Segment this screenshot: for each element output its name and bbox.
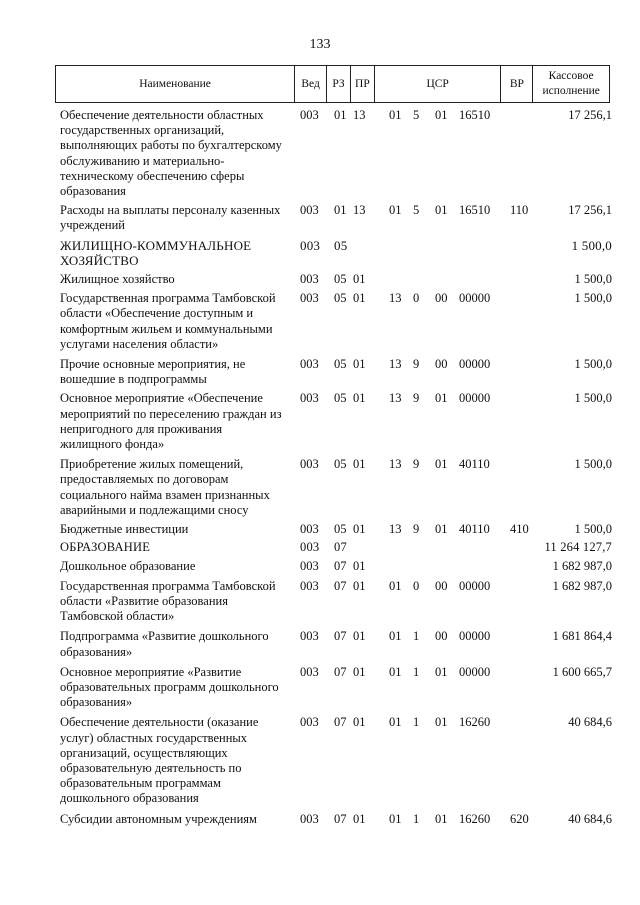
row-pr: 01 — [353, 272, 366, 287]
row-csr-event: 01 — [435, 108, 448, 122]
row-pr: 13 — [353, 108, 366, 122]
row-csr-event: 01 — [435, 457, 448, 472]
row-amount: 1 500,0 — [571, 237, 612, 253]
row-csr-direction: 16510 — [459, 203, 491, 218]
row-rz: 07 — [334, 811, 347, 826]
row-ved: 003 — [300, 108, 319, 122]
table-row — [0, 715, 640, 806]
row-csr-program: 01 — [389, 664, 402, 679]
row-rz: 05 — [334, 272, 347, 287]
row-csr-program: 13 — [389, 457, 402, 472]
table-row — [0, 108, 640, 199]
row-rz: 07 — [334, 664, 347, 679]
row-name: Субсидии автономным учреждениям — [60, 811, 257, 826]
row-csr-program: 13 — [389, 391, 402, 406]
row-pr: 01 — [353, 578, 366, 593]
header-kas-line2: исполнение — [542, 85, 600, 97]
table-row — [0, 812, 640, 827]
row-vr: 620 — [510, 811, 529, 826]
row-name: Расходы на выплаты персоналу казенных учреждений — [60, 203, 281, 233]
row-csr-event: 00 — [435, 629, 448, 644]
table-body — [0, 108, 640, 831]
row-csr-direction: 16510 — [459, 108, 491, 122]
row-csr-direction: 00000 — [459, 357, 491, 372]
row-amount: 17 256,1 — [568, 108, 612, 122]
header-rz: РЗ — [327, 66, 351, 102]
row-ved: 003 — [300, 237, 321, 253]
row-csr-subprogram: 9 — [413, 391, 420, 406]
row-amount: 1 682 987,0 — [552, 578, 612, 593]
row-amount: 40 684,6 — [568, 811, 612, 826]
row-ved: 003 — [300, 540, 320, 555]
row-name: Бюджетные инвестиции — [60, 522, 189, 537]
table-row — [0, 457, 640, 518]
row-amount: 11 264 127,7 — [544, 540, 612, 555]
table-row — [0, 559, 640, 574]
row-csr-event: 01 — [435, 391, 448, 406]
table-row — [0, 203, 640, 233]
row-ved: 003 — [300, 457, 319, 472]
header-kassovoe — [533, 66, 609, 102]
row-amount: 1 600 665,7 — [552, 664, 612, 679]
row-name: Основное мероприятие «Развитие образовательных программ дошкольного образования» — [60, 664, 279, 710]
header-name: Наименование — [56, 66, 295, 102]
row-csr-event: 00 — [435, 291, 448, 306]
row-name: Основное мероприятие «Обеспечение мероприятий по переселению граждан из непригодного для проживания жилищного фонда» — [60, 391, 282, 452]
table-row — [0, 238, 640, 268]
row-csr-program: 01 — [389, 629, 402, 644]
table-row — [0, 579, 640, 625]
row-rz: 07 — [334, 578, 347, 593]
table-row — [0, 291, 640, 352]
row-rz: 07 — [334, 559, 347, 574]
row-ved: 003 — [300, 391, 319, 406]
table-row — [0, 629, 640, 659]
row-amount: 1 500,0 — [574, 272, 612, 287]
row-pr: 01 — [353, 664, 366, 679]
row-csr-program: 01 — [389, 203, 402, 218]
row-name: Подпрограмма «Развитие дошкольного образования» — [60, 629, 269, 659]
row-csr-event: 01 — [435, 203, 448, 218]
row-name: Дошкольное образование — [60, 559, 196, 574]
row-rz: 05 — [334, 291, 347, 306]
row-ved: 003 — [300, 629, 319, 644]
page-number: 133 — [309, 37, 331, 52]
row-name: Обеспечение деятельности областных государственных организаций, выполняющих работы по бухгалтерскому обслуживанию и материально-техническому обеспечению сферы образования — [60, 108, 282, 199]
header-ved: Вед — [295, 66, 327, 102]
row-rz: 01 — [334, 203, 347, 218]
row-name: Государственная программа Тамбовской области «Обеспечение доступным и комфортным жильем и коммунальными услугами населения области» — [60, 291, 276, 351]
table-row — [0, 522, 640, 537]
row-rz: 05 — [334, 357, 347, 372]
row-name: ОБРАЗОВАНИЕ — [60, 540, 151, 555]
row-rz: 05 — [334, 237, 348, 253]
row-rz: 07 — [334, 715, 347, 730]
row-amount: 1 500,0 — [574, 291, 612, 306]
row-csr-direction: 40110 — [459, 522, 490, 537]
row-amount: 17 256,1 — [568, 203, 612, 218]
header-kas-line1: Кассовое — [548, 70, 594, 82]
row-pr: 01 — [353, 629, 366, 644]
row-csr-program: 01 — [389, 811, 402, 826]
row-pr: 01 — [353, 715, 366, 730]
row-amount: 1 500,0 — [574, 391, 612, 406]
row-csr-program: 01 — [389, 578, 402, 593]
header-pr: ПР — [351, 66, 375, 102]
row-csr-event: 01 — [435, 811, 448, 826]
table-row — [0, 357, 640, 387]
row-ved: 003 — [300, 664, 319, 679]
row-amount: 1 500,0 — [574, 457, 612, 472]
row-ved: 003 — [300, 291, 319, 306]
row-csr-program: 13 — [389, 291, 402, 306]
row-csr-direction: 40110 — [459, 457, 490, 472]
row-pr: 01 — [353, 391, 366, 406]
row-csr-direction: 00000 — [459, 391, 491, 406]
row-vr: 410 — [510, 522, 529, 537]
row-pr: 01 — [353, 357, 366, 372]
row-pr: 01 — [353, 522, 366, 537]
row-rz: 05 — [334, 457, 347, 472]
row-csr-program: 13 — [389, 357, 402, 372]
row-csr-subprogram: 5 — [413, 108, 420, 122]
row-csr-direction: 00000 — [459, 629, 491, 644]
row-pr: 01 — [353, 811, 366, 826]
row-csr-program: 01 — [389, 108, 402, 122]
row-ved: 003 — [300, 578, 319, 593]
row-csr-subprogram: 0 — [413, 291, 420, 306]
row-ved: 003 — [300, 272, 319, 287]
row-ved: 003 — [300, 357, 319, 372]
header-csr: ЦСР — [375, 66, 502, 102]
row-pr: 01 — [353, 457, 366, 472]
row-csr-event: 01 — [435, 664, 448, 679]
row-ved: 003 — [300, 811, 319, 826]
row-name: ЖИЛИЩНО-КОММУНАЛЬНОЕ ХОЗЯЙСТВО — [60, 237, 252, 268]
row-amount: 40 684,6 — [568, 715, 612, 730]
row-ved: 003 — [300, 522, 319, 537]
table-row — [0, 540, 640, 555]
row-csr-subprogram: 9 — [413, 522, 420, 537]
row-csr-subprogram: 5 — [413, 203, 420, 218]
row-csr-event: 01 — [435, 522, 448, 537]
row-pr: 01 — [353, 291, 366, 306]
row-name: Государственная программа Тамбовской области «Развитие образования Тамбовской области» — [60, 578, 276, 624]
row-amount: 1 681 864,4 — [552, 629, 612, 644]
table-row — [0, 272, 640, 287]
row-name: Приобретение жилых помещений, предоставляемых по договорам социального найма взамен признанных аварийными и подлежащими сносу — [60, 457, 270, 517]
row-name: Жилищное хозяйство — [60, 272, 175, 287]
row-csr-event: 00 — [435, 578, 448, 593]
row-csr-direction: 00000 — [459, 578, 491, 593]
row-vr: 110 — [510, 203, 529, 218]
row-csr-subprogram: 1 — [413, 715, 420, 730]
row-ved: 003 — [300, 203, 319, 218]
row-name: Обеспечение деятельности (оказание услуг) областных государственных организаций, осуществляющих образовательную деятельность по образовательным программам дошкольного образования — [60, 715, 259, 806]
row-csr-direction: 16260 — [459, 811, 491, 826]
row-csr-program: 01 — [389, 715, 402, 730]
row-csr-subprogram: 9 — [413, 357, 420, 372]
row-rz: 05 — [334, 391, 347, 406]
header-vr: ВР — [501, 66, 533, 102]
row-rz: 07 — [334, 629, 347, 644]
row-name: Прочие основные мероприятия, не вошедшие в подпрограммы — [60, 357, 246, 387]
row-csr-subprogram: 1 — [413, 664, 420, 679]
row-pr: 13 — [353, 203, 366, 218]
table-header — [55, 65, 610, 103]
row-ved: 003 — [300, 715, 319, 730]
row-pr: 01 — [353, 559, 366, 574]
row-rz: 07 — [334, 540, 347, 555]
row-csr-direction: 16260 — [459, 715, 491, 730]
row-amount: 1 682 987,0 — [552, 559, 612, 574]
row-amount: 1 500,0 — [574, 357, 612, 372]
table-row — [0, 391, 640, 452]
row-csr-direction: 00000 — [459, 664, 491, 679]
row-ved: 003 — [300, 559, 319, 574]
row-csr-event: 01 — [435, 715, 448, 730]
row-csr-subprogram: 9 — [413, 457, 420, 472]
row-csr-program: 13 — [389, 522, 402, 537]
row-rz: 01 — [334, 108, 347, 122]
row-csr-event: 00 — [435, 357, 448, 372]
row-csr-subprogram: 0 — [413, 578, 420, 593]
row-csr-subprogram: 1 — [413, 629, 420, 644]
row-amount: 1 500,0 — [574, 522, 612, 537]
row-csr-direction: 00000 — [459, 291, 491, 306]
row-csr-subprogram: 1 — [413, 811, 420, 826]
table-row — [0, 665, 640, 711]
row-rz: 05 — [334, 522, 347, 537]
